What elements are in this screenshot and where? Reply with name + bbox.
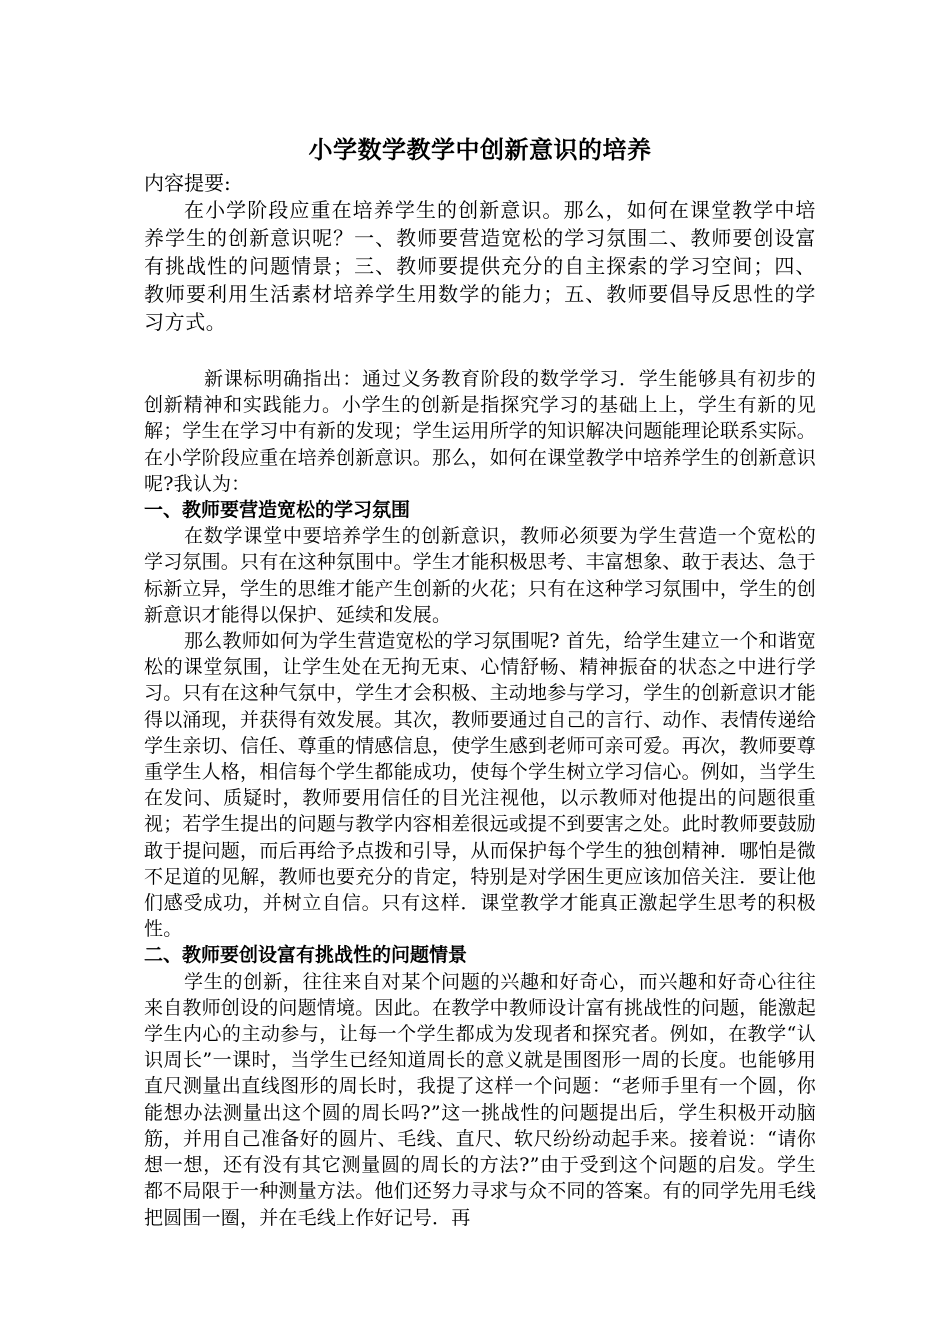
section-heading-1: 一、教师要营造宽松的学习氛围: [144, 499, 411, 522]
document-title: 小学数学教学中创新意识的培养: [308, 135, 652, 164]
section-heading-2: 二、教师要创设富有挑战性的问题情景: [144, 944, 468, 967]
intro-paragraph: 新课标明确指出：通过义务教育阶段的数学学习．学生能够具有初步的创新精神和实践能力。小学生的创新是指探究学习的基础上上，学生有新的见解；学生在学习中有新的发现；学生运用所学的知识解决问题能理论联系实际。在小学阶段应重在培养创新意识。那么，如何在课堂教学中培养学生的创新意识呢?我认为：: [144, 368, 817, 495]
section-2-paragraph-1: 学生的创新，往往来自对某个问题的兴趣和好奇心，而兴趣和好奇心往往来自教师创设的问题情境。因此。在教学中教师设计富有挑战性的问题，能激起学生内心的主动参与，让每一个学生都成为发现者和探究者。例如，在教学“认识周长”一课时，当学生已经知道周长的意义就是围图形一周的长度。也能够用直尺测量出直线图形的周长时，我提了这样一个问题：“老师手里有一个圆，你能想办法测量出这个圆的周长吗?”这一挑战性的问题提出后，学生积极开动脑筋，并用自己准备好的圆片、毛线、直尺、软尺纷纷动起手来。接着说：“请你想一想，还有没有其它测量圆的周长的方法?”由于受到这个问题的启发。学生都不局限于一种测量方法。他们还努力寻求与众不同的答案。有的同学先用毛线把圆围一圈，并在毛线上作好记号．再: [144, 970, 817, 1229]
abstract-text: 在小学阶段应重在培养学生的创新意识。那么，如何在课堂教学中培养学生的创新意识呢？一、教师要营造宽松的学习氛围二、教师要创设富有挑战性的问题情景；三、教师要提供充分的自主探索的学习空间；四、教师要利用生活素材培养学生用数学的能力；五、教师要倡导反思性的学习方式。: [144, 198, 816, 334]
blank-line: [144, 336, 816, 366]
section-1-paragraph-1: 在数学课堂中要培养学生的创新意识，教师必须要为学生营造一个宽松的学习氛围。只有在这种氛围中。学生才能积极思考、丰富想象、敢于表达、急于标新立异，学生的思维才能产生创新的火花；只有在这种学习氛围中，学生的创新意识才能得以保护、延续和发展。: [144, 525, 817, 626]
abstract-label: 内容提要:: [144, 171, 231, 195]
document-page: [144, 130, 816, 1231]
section-1-paragraph-2: 那么教师如何为学生营造宽松的学习氛围呢? 首先，给学生建立一个和谐宽松的课堂氛围，让学生处在无拘无束、心情舒畅、精神振奋的状态之中进行学习。只有在这种气氛中，学生才会积极、主动地参与学习，学生的创新意识才能得以涌现，并获得有效发展。其次，教师要通过自己的言行、动作、表情传递给学生亲切、信任、尊重的情感信息，使学生感到老师可亲可爱。再次，教师要尊重学生人格，相信每个学生都能成功，使每个学生树立学习信心。例如，当学生在发问、质疑时，教师要用信任的目光注视他，以示教师对他提出的问题很重视；若学生提出的问题与教学内容相差很远或提不到要害之处。此时教师要鼓励敢于提问题，而后再给予点拨和引导，从而保护每个学生的独创精神．哪怕是微不足道的见解，教师也要充分的肯定，特别是对学困生更应该加倍关注．要让他们感受成功，并树立自信。只有这样．课堂教学才能真正激起学生思考的积极性。: [144, 630, 817, 941]
